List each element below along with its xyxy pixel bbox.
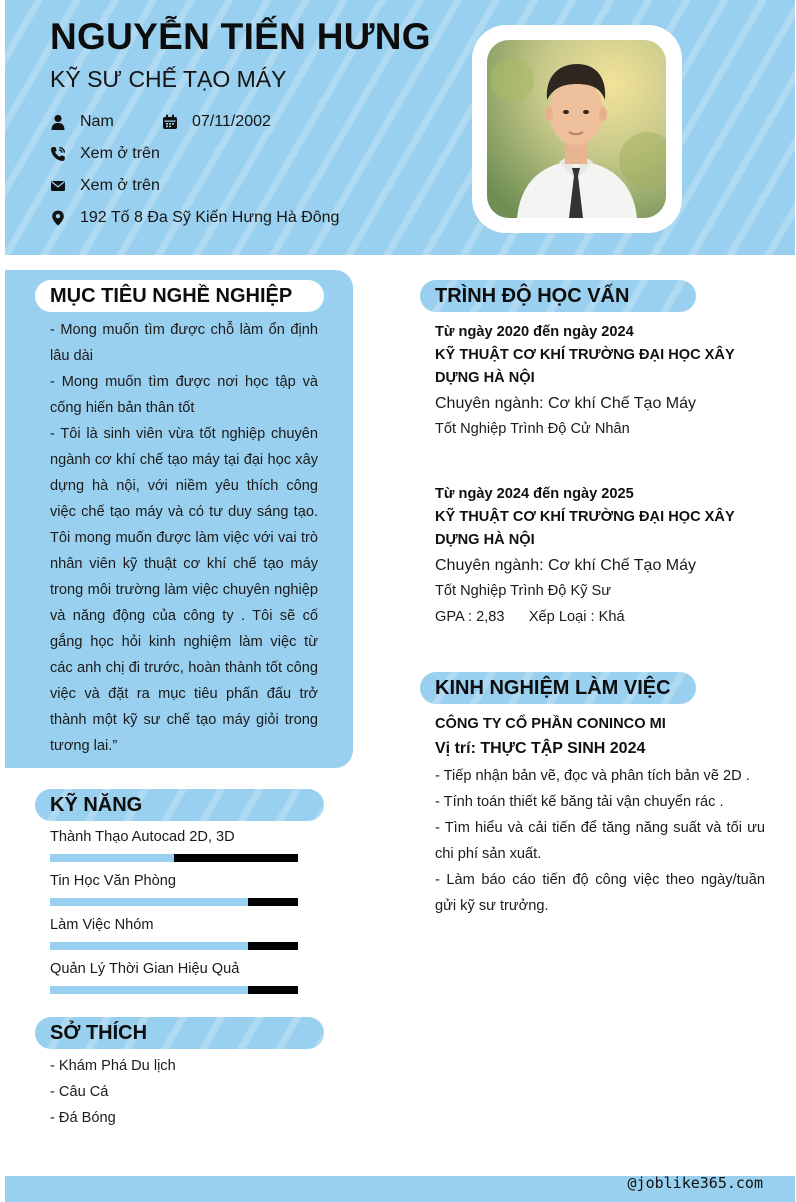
- skill-item: [50, 829, 298, 862]
- experience-company: CÔNG TY CỔ PHẦN CONINCO MI: [435, 716, 666, 732]
- skill-item: [50, 961, 298, 994]
- hobby-item: - Câu Cá: [50, 1084, 109, 1100]
- education-gpa: GPA : 2,83 Xếp Loại : Khá: [435, 609, 625, 625]
- candidate-name: NGUYỄN TIẾN HƯNG: [50, 16, 431, 57]
- envelope-icon: [50, 178, 66, 194]
- education-degree: Tốt Nghiệp Trình Độ Kỹ Sư: [435, 583, 612, 599]
- experience-task: - Làm báo cáo tiến độ công việc theo ngày/tuần gửi kỹ sư trưởng.: [435, 872, 765, 914]
- profile-photo-frame: [472, 25, 682, 233]
- map-pin-icon: [50, 210, 66, 226]
- address-row: [50, 209, 339, 227]
- address-value: 192 Tố 8 Đa Sỹ Kiến Hưng Hà Đông: [80, 209, 340, 226]
- skill-name: Tin Học Văn Phòng: [50, 873, 177, 889]
- education-heading: TRÌNH ĐỘ HỌC VẤN: [420, 280, 696, 312]
- education-major: Chuyên ngành: Cơ khí Chế Tạo Máy: [435, 395, 697, 412]
- experience-heading: KINH NGHIỆM LÀM VIỆC: [420, 672, 696, 704]
- education-period: Từ ngày 2024 đến ngày 2025: [435, 486, 634, 502]
- education-period: Từ ngày 2020 đến ngày 2024: [435, 324, 634, 340]
- education-degree: Tốt Nghiệp Trình Độ Cử Nhân: [435, 421, 630, 437]
- hobbies-heading: SỞ THÍCH: [35, 1017, 324, 1049]
- birthdate-row: [162, 113, 271, 131]
- user-icon: [50, 114, 66, 130]
- education-entry: [435, 321, 765, 442]
- skill-bar-fill: [50, 986, 248, 994]
- phone-value: Xem ở trên: [80, 145, 160, 162]
- experience-position: Vị trí: THỰC TẬP SINH 2024: [435, 740, 646, 757]
- gender-value: Nam: [80, 113, 114, 130]
- experience-task: - Tiếp nhận bản vẽ, đọc và phân tích bản vẽ 2D .: [435, 768, 750, 784]
- phone-icon: [50, 146, 66, 162]
- footer-link[interactable]: @joblike365.com: [627, 1174, 763, 1192]
- skill-bar-fill: [50, 854, 174, 862]
- phone-row: [50, 145, 160, 163]
- objective-paragraph: - Mong muốn tìm được chỗ làm ổn định lâu dài: [50, 322, 318, 364]
- calendar-icon: [162, 114, 178, 130]
- hobby-item: - Đá Bóng: [50, 1110, 116, 1126]
- hobby-item: - Khám Phá Du lịch: [50, 1058, 176, 1074]
- skill-name: Thành Thạo Autocad 2D, 3D: [50, 829, 235, 845]
- education-school: KỸ THUẬT CƠ KHÍ TRƯỜNG ĐẠI HỌC XÂY DỰNG HÀ NỘI: [435, 509, 735, 548]
- email-row: [50, 177, 160, 195]
- experience-task: - Tìm hiểu và cải tiến để tăng năng suất và tối ưu chi phí sản xuất.: [435, 820, 765, 862]
- skill-item: [50, 873, 298, 906]
- skill-bar: [50, 898, 298, 906]
- experience-entry: [435, 713, 765, 762]
- profile-photo: [487, 40, 666, 218]
- skill-bar: [50, 942, 298, 950]
- footer-bar: [5, 1176, 795, 1202]
- birthdate-value: 07/11/2002: [192, 113, 271, 130]
- education-major: Chuyên ngành: Cơ khí Chế Tạo Máy: [435, 557, 697, 574]
- gender-row: [50, 113, 114, 131]
- skills-heading: KỸ NĂNG: [35, 789, 324, 821]
- experience-tasks: [435, 763, 765, 919]
- email-value: Xem ở trên: [80, 177, 160, 194]
- skill-item: [50, 917, 298, 950]
- objective-text: [50, 317, 318, 759]
- education-school: KỸ THUẬT CƠ KHÍ TRƯỜNG ĐẠI HỌC XÂY DỰNG HÀ NỘI: [435, 347, 735, 386]
- skill-name: Quản Lý Thời Gian Hiệu Quả: [50, 961, 240, 977]
- experience-task: - Tính toán thiết kế băng tải vận chuyển rác .: [435, 794, 724, 810]
- skill-bar: [50, 986, 298, 994]
- objective-paragraph: - Mong muốn tìm được nơi học tập và cống hiến bản thân tốt: [50, 374, 318, 416]
- skill-bar-fill: [50, 942, 248, 950]
- education-entry: [435, 483, 765, 630]
- skill-bar-fill: [50, 898, 248, 906]
- skill-bar: [50, 854, 298, 862]
- objective-paragraph: - Tôi là sinh viên vừa tốt nghiệp chuyên ngành cơ khí chế tạo máy tại đại học xây dựng hà nội, với niềm yêu thích công việc chế tạo máy và có tư duy sáng tạo. Tôi mong muốn được làm việc với vai trò nhân viên kỹ thuật cơ khí chế tạo máy trong môi trường làm việc chuyên nghiệp và năng động của công ty . Tôi sẽ cố gắng học hỏi kinh nghiệm làm việc từ các anh chị đi trước, hoàn thành tốt công việc và đặt ra mục tiêu phấn đấu trở thành một kỹ sư chế tạo máy giỏi trong tương lai.”: [50, 426, 318, 754]
- skill-name: Làm Việc Nhóm: [50, 917, 154, 933]
- objective-heading: MỤC TIÊU NGHỀ NGHIỆP: [35, 280, 324, 312]
- header-banner: [5, 0, 795, 255]
- job-title: KỸ SƯ CHẾ TẠO MÁY: [50, 66, 287, 92]
